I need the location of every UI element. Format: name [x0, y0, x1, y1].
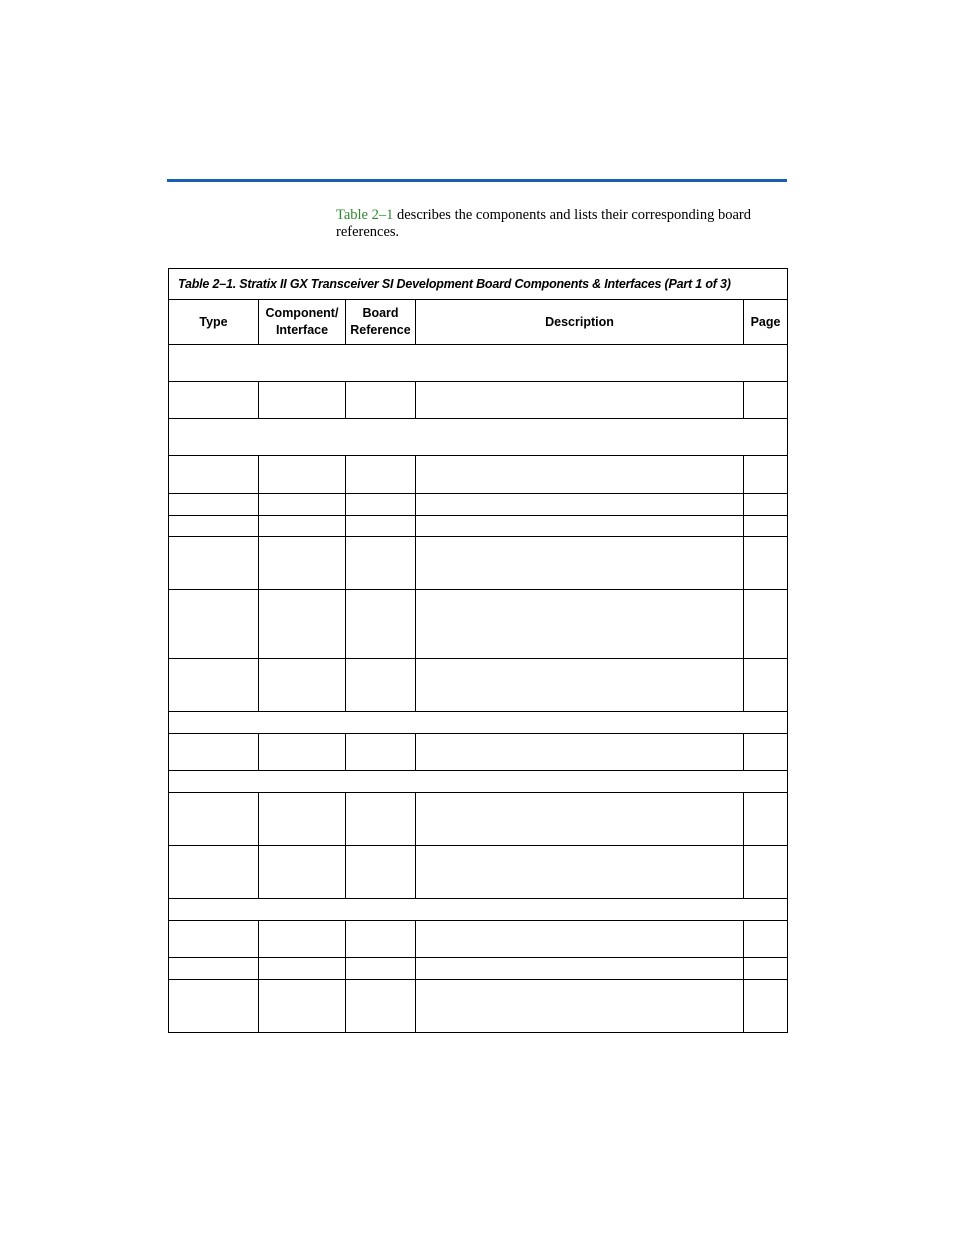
- table-row: [169, 494, 788, 516]
- table-row: [169, 382, 788, 419]
- components-table: [168, 268, 788, 1033]
- board-reference-cell: [346, 494, 416, 516]
- page-cell: [744, 590, 788, 659]
- description-cell: [416, 846, 744, 899]
- type-cell: [169, 793, 259, 846]
- component-cell: [259, 921, 346, 958]
- description-cell: [416, 494, 744, 516]
- board-reference-cell: [346, 590, 416, 659]
- page-cell: [744, 921, 788, 958]
- column-header-page: Page: [744, 300, 788, 345]
- description-cell: [416, 980, 744, 1033]
- table-section-row: [169, 771, 788, 793]
- table-row: [169, 516, 788, 537]
- description-cell: [416, 659, 744, 712]
- board-reference-cell: [346, 980, 416, 1033]
- section-cell: [169, 712, 788, 734]
- page-cell: [744, 494, 788, 516]
- page-cell: [744, 846, 788, 899]
- table-row: [169, 980, 788, 1033]
- board-reference-cell: [346, 516, 416, 537]
- page-cell: [744, 516, 788, 537]
- type-cell: [169, 659, 259, 712]
- page-cell: [744, 382, 788, 419]
- description-cell: [416, 793, 744, 846]
- type-cell: [169, 734, 259, 771]
- column-header-board-reference: Board Reference: [346, 300, 416, 345]
- section-cell: [169, 899, 788, 921]
- board-reference-cell: [346, 846, 416, 899]
- type-cell: [169, 958, 259, 980]
- page-cell: [744, 980, 788, 1033]
- board-reference-cell: [346, 382, 416, 419]
- component-cell: [259, 734, 346, 771]
- column-header-type: Type: [169, 300, 259, 345]
- page-cell: [744, 734, 788, 771]
- table-row: [169, 537, 788, 590]
- column-header-description: Description: [416, 300, 744, 345]
- description-cell: [416, 516, 744, 537]
- section-cell: [169, 771, 788, 793]
- column-header-component: Component/ Interface: [259, 300, 346, 345]
- board-reference-cell: [346, 537, 416, 590]
- table-cross-reference-link[interactable]: Table 2–1: [336, 207, 394, 223]
- board-reference-cell: [346, 958, 416, 980]
- table-row: [169, 456, 788, 494]
- table-row: [169, 659, 788, 712]
- header-rule: [167, 179, 787, 182]
- description-cell: [416, 382, 744, 419]
- component-cell: [259, 659, 346, 712]
- type-cell: [169, 846, 259, 899]
- page-cell: [744, 456, 788, 494]
- description-cell: [416, 958, 744, 980]
- page-cell: [744, 659, 788, 712]
- table-row: [169, 921, 788, 958]
- component-cell: [259, 846, 346, 899]
- component-cell: [259, 494, 346, 516]
- page-cell: [744, 958, 788, 980]
- table-row: [169, 734, 788, 771]
- component-cell: [259, 980, 346, 1033]
- table-body: [169, 345, 788, 1033]
- type-cell: [169, 590, 259, 659]
- type-cell: [169, 382, 259, 419]
- board-reference-cell: [346, 734, 416, 771]
- type-cell: [169, 980, 259, 1033]
- description-cell: [416, 921, 744, 958]
- description-cell: [416, 590, 744, 659]
- table-section-row: [169, 419, 788, 456]
- table-row: [169, 590, 788, 659]
- intro-paragraph: [336, 207, 786, 241]
- component-cell: [259, 456, 346, 494]
- component-cell: [259, 516, 346, 537]
- section-cell: [169, 419, 788, 456]
- type-cell: [169, 456, 259, 494]
- description-cell: [416, 537, 744, 590]
- board-reference-cell: [346, 921, 416, 958]
- type-cell: [169, 516, 259, 537]
- table-section-row: [169, 899, 788, 921]
- component-cell: [259, 537, 346, 590]
- board-reference-cell: [346, 456, 416, 494]
- component-cell: [259, 958, 346, 980]
- table-section-row: [169, 712, 788, 734]
- page-cell: [744, 537, 788, 590]
- type-cell: [169, 921, 259, 958]
- component-cell: [259, 590, 346, 659]
- table-row: [169, 958, 788, 980]
- table-section-row: [169, 345, 788, 382]
- description-cell: [416, 456, 744, 494]
- description-cell: [416, 734, 744, 771]
- component-cell: [259, 382, 346, 419]
- table-row: [169, 793, 788, 846]
- section-cell: [169, 345, 788, 382]
- page-cell: [744, 793, 788, 846]
- intro-text: describes the components and lists their corresponding board references.: [336, 207, 751, 240]
- table-caption: Table 2–1. Stratix II GX Transceiver SI Development Board Components & Interfaces (Part 1 of 3): [169, 269, 788, 300]
- board-reference-cell: [346, 793, 416, 846]
- type-cell: [169, 494, 259, 516]
- component-cell: [259, 793, 346, 846]
- type-cell: [169, 537, 259, 590]
- board-reference-cell: [346, 659, 416, 712]
- table-row: [169, 846, 788, 899]
